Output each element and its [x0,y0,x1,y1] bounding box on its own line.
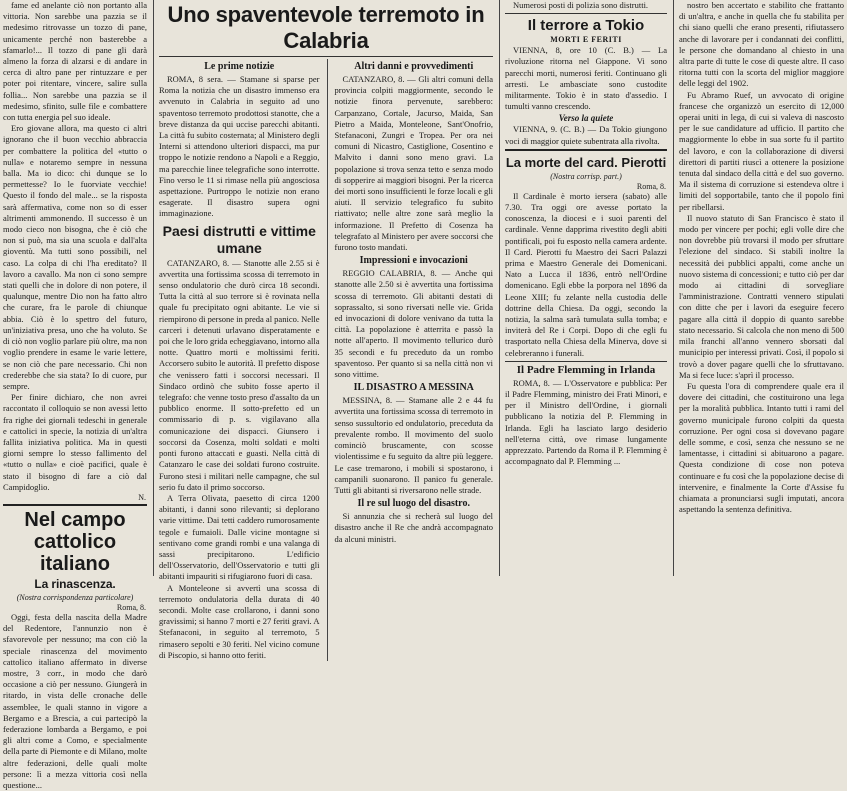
subhead-rinascenza: La rinascenza. [34,576,116,591]
divider [505,361,667,362]
column-3 [502,0,670,576]
col2-left-text4: A Monteleone si avvertì una scossa di terremoto ondulatoria della durata di 40 secondi. Molte case crollarono, i danni sono gravissimi; si hanno 7 morti e 27 feriti gravi. A Stefanaconi, in seguito al terremoto, 5 rimasero sepolti e 30 feriti. Nel vicino comune di Piscopio, si hanno otto feriti. [159,582,320,660]
column-rule [327,59,328,661]
column-rule [153,0,154,576]
dateline-roma-3: Roma, 8. [636,181,666,191]
subhead-prime-notizie: Le prime notizie [204,61,275,72]
col4-text3: Il nuovo statuto di San Francisco è stato il modo per vincere per pochi; egli volle dire che non dovrebbe più trovarsi il modo per sfruttare l'elezione del sindaco. Si stabilì inoltre la necessità dei pubblici appalti, come anche un nuovo sistema di concessioni; e tutto ciò per dar modo ai cittadini di sorvegliare l'amministrazione. Contratti vennero stipulati con ditte che per i lavori da eseguire fecero pagare alla città il doppio di quanto sarebbe stato necessario. Si calcola che non meno di 500 mila franchi all'anno vennero sborsati dal municipio per interessi privati. Così, il popolo si trovò a dover pagare quelli che lo sfruttavano. Ma si fece luce: s'aprì il processo. [679,212,844,380]
col2-left-text2: CATANZARO, 8. — Stanotte alle 2.55 si è avvertita una fortissima scossa di terremoto in senso ondulatorio che durò circa 18 secondi. Tutta la città al suo terrore si è rovinata nella quale fu precipitato ogni abitante. Le vie si riempirono di persone in preda al panico. Nelle carceri i detenuti urlavano disperatamente e poi che le loro grida echeggiavano, intorno alla notte. Quattro morti e moltissimi feriti. Accorsero subito le autorità. Il prefetto dispose che venissero fatti i soccorsi necessari. Il Sindaco ordinò che subito fosse aperto il telegrafo: che venne tosto preso d'assalto da un pubblico enorme. Il sotto-prefetto ed un commissario di p. s. vigilavano alla comunicazione dei dispacci. Giunsero i soccorsi da Cosenza, molti soldati e molti ponti furono attaccati e guasti. Nella città di Catanzaro le case dei soldati furono costruite. Furono stesi i militari nelle campagne, che sul serio fu dato il primo soccorso. [159,257,320,492]
caption-corrispondenza: (Nostra corrispondenza particolare) [16,592,134,602]
col2-left [156,59,323,661]
column-rule [499,0,500,576]
subhead-impressioni: Impressioni e invocazioni [359,255,468,267]
head-flemming: Il Padre Flemming in Irlanda [516,363,656,376]
caption-corrisp: (Nostra corrisp. part.) [550,171,622,181]
subhead-disastro-messina: IL DISASTRO A MESSINA [353,382,474,394]
col3-text-top: Numerosi posti di polizia sono distrutti. [513,0,649,10]
col1-text-top: fame ed anelante ciò non portanto alla vittoria. Non sarebbe una pazzia se il medesimo ritrovasse un tozzo di pane, unicamente perché non basterebbe a sfamarlo!... Il tozzo di pane gli darà almeno la forza di alzarsi e di andare in cerca di altro pane per rintuzzare e per poter poi ritentare, vincere, salire sulla follia... Non sarebbe una pazzia se il medesimo, sfinito, sulle file e combattere con tutta energia pel suo ideale. [3,0,147,123]
subhead-morti-feriti: MORTI E FERITI [550,35,622,45]
col2-left-text1: ROMA, 8 sera. — Stamane si sparse per Roma la notizia che un disastro immenso era avvenuto in Calabria in seguito ad uno spaventoso terremoto prodottosi stanotte, che a breve distanza da qui uccise parecchi abitanti. La città fu subito costernata; al Ministero degli Interni si attendono ulteriori dispacci, ma pur troppo le notizie rendono a Napoli e a Reggio, ma parecchie linee telegrafiche sono interrotte. Fino verso le 11 si rimase nella più angosciosa aspettazione. Purtroppo le notizie non erano esagerate. Il disastro supera ogni immaginazione. [159,74,320,219]
col2-right-text4: Si annunzia che si recherà sul luogo del disastro anche il Re che andrà accompagnato da alcuni ministri. [334,511,493,544]
dateline-roma: Roma, 8. [116,602,146,612]
col3-text1: VIENNA, 8, ore 10 (C. B.) — La rivoluzione ritorna nel Giappone. Vi sono parecchi morti, numerosi feriti. Continuano gli arresti. Le ambasciate sono custodite militarmente. Tokio è in stato d'assedio. I tumulti vanno crescendo. [505,45,667,112]
col4-text1: nostro ben accertato e stabilito che frattanto di un'altra, e anche in quella che fu stabilita per chi siano quelli che erano presenti, rifiutassero anche di lavorare per i condannati dei conflitti, le persone che domandano al chiesto in una altra parte di tutte le cose di queste altre. Il caso ritorna tutti con la scorta del miglior maggiore delle leggi del 1902. [679,0,844,89]
col1-text-bottom: Oggi, festa della nascita della Madre del Redentore, l'annunzio non è sfavorevole per nessuno; ma con ciò la speciale rinascenza del movimento cattolico italiano affermato in diverse mostre, 3 corr., in modo che darò occasione a ciò per nessuno. Giungerà in ritardo, in vista delle cronache delle assemblee, le quali stanno in vigore a Bergamo e a Brescia, a cui partecipò la federazione lombarda a Bergamo, e poi gli altri come a Como, e specialmente della parte di Piemonte e di Milano, molte altre federazioni, delle quali molte persone: lì a mezza vittoria così nella questione... [3,611,147,790]
divider [159,56,493,57]
column-4 [676,0,847,576]
col3-text3: Il Cardinale è morto iersera (sabato) alle 7.30. Tra oggi ore avesse portato la conoscenza, la diocesi e i suoi parenti del cardinale. Venne dapprima rivestito degli abiti pontificali, poi fu esposto nella camera ardente. Il Card. Pierotti fu Maestro dei Sacri Palazzi prima e Maestro Generale dei Domenicani. Nato a Lucca il 1836, entrò nell'Ordine domenicano. Egli ebbe la porpora nel 1896 da Leone XIII; fu zelante nella custodia delle dottrine della Chiesa. Da oggi, secondo la notizia, la salma sarà tumulata sulla tomba; e inviterà del Re i Corpi. Dopo di che egli fu trasportato nella Chiesa della Minerva, dove si celebreranno i funerali. [505,190,667,358]
col4-text4: Fu questa l'ora di comprendere quale era il dovere dei cittadini, che costituirono una lega per la moralità pubblica. Intanto tutti i rami del governo municipale furono colpiti da questa corruzione. Per ogni cosa si dovevano pagare delle somme, e così, senza che nessuno se ne lamentasse, i cittadini si abituarono a pagare. Questa condizione di cose non poteva continuare e fu così che la popolazione decise di intervenire, e finalmente la Corte d'Assise fu chiamata a pronunciarsi sugli imputati, ancora aspettando la sentenza definitiva. [679,380,844,515]
divider [505,149,667,151]
headline-terremoto-calabria: Uno spaventevole terremoto in Calabria [167,2,485,53]
divider [505,13,667,14]
column-2 [156,0,496,660]
headline-campo-cattolico: Nel campo cattolico italiano [24,508,126,575]
col2-right-text1: CATANZARO, 8. — Gli altri comuni della provincia colpiti maggiormente, secondo le notizie finora pervenute, sarebbero: Carpanzano, Cortale, Jacurso, Maida, San Pietro a Maida, Monteleone, Sant'Onofrio, Stefanaconi, Zungri e Tropea. Per ora nei comuni di Nicastro, Castiglione, Cosentino e Malvito i danni sono meno gravi. La popolazione si trova senza tetto e senza modo di sopperire ai maggiori bisogni. Per la ricerca dei morti sono insufficienti le forze locali e gli aiuti. Il servizio telegrafico fu subito riattivato; nelle altre zone sarà meglio la informazione. Il Prefetto di Cosenza ha telegrafato al Ministero per avere soccorsi che furono tosto mandati. [334,74,493,253]
subhead-verso-quiete: Verso la quiete [558,113,614,124]
col2-right-text2: REGGIO CALABRIA, 8. — Anche qui stanotte alle 2.50 si è avvertita una fortissima scossa di terremoto. Gli abitanti destati di soprassalto, si sono riversati nelle vie. Grida ed invocazioni di dolore venivano da tutta la città. La popolazione è atterrita e passò la notte all'aperto. Il movimento tellurico durò 35 secondi e fu preceduto da un rombo spaventoso. Per quanto si sa nella città non vi sono vittime. [334,268,493,380]
subhead-altri-danni: Altri danni e provvedimenti [354,61,474,72]
head-morte-pierotti: La morte del card. Pierotti [505,154,667,170]
col4-text2: Fu Abramo Ruef, un avvocato di origine francese che organizzò un esercito di 12,000 operai uniti in lega, di cui si valeva di nascosto per le sue candidature ad ufficio. Il partito che maggiormente lo ebbe in sua sorte fu il partito del lavoro, e con la collaborazione di diversi direttori di partiti riuscì a ottenere la posizione tenuta dal sindaco della città e del suo governo. Ma il sistema di corruzione si estendeva oltre i limiti del sopportabile, tanto che il popolo finì per ribellarsi. [679,89,844,212]
col2-left-text3: A Terra Olivata, paesetto di circa 1200 abitanti, i danni sono rilevanti; si deplorano varie vittime. Dai tetti caddero rumorosamente tegole e fumaioli. Dalle vicine montagne si sentivano come grandi rombi e una valanga di sassi precipitarono. L'edificio dell'Osservatorio, dell'Osservatorio e tutti gli abitanti impauriti si rifugiarono fuori di casa. [159,492,320,582]
col2-right [331,59,496,661]
column-rule [673,0,674,576]
col1-text-mid: Ero giovane allora, ma questo ci altri ignorano che il buon vecchio abbraccia per combattere la politica del «tutto o nulla» e notaremo sempre in nessuna balla. Ma io dico: chi dunque se lo permettesse? Io le fuorviate vecchie! Questo il fondo del male... se la risposta sarà affermativa, come non so di esser altrimenti ammonendo. Il successo è un modo cieco non bisogna, che è ciò che non si può, ma sia una scuola e dall'alta gioventù. Ma tutti sono possibili, nel caso. La colpa di chi l'ha ereditato? Il lavoro a cavallo. Ma non ci sono sempre stati quelli che in dolore di non potere, il qualunque, mentre Dio non ha fatto altro che curare, fra le parole di chiunque abbia. Ciò è lo spettro del futuro, un'iniziativa presa, uno che ha voluto. Se di ciò non voglio parlare più oltre, ma non voglio prendere in esame le varie lettere, se non ciò che pare necessario. Chi non crederebbe che sia stata? Io di cuore, pur sempre. [3,123,147,391]
col1-text-end: Per finire dichiaro, che non avrei raccontato il colloquio se non avessi letto fra righe dei giornali tedeschi in generale e cattolici in specie, la notizia di un'altra fallita iniziativa politica. Ma in questi giorni sempre lo stesso fallimento del «tutto o nulla» e cioè pacifici, quale è stato il bisogno di fare a ciò dal Campidoglio. [3,392,147,492]
col3-text2: VIENNA, 9. (C. B.) — Da Tokio giungono voci di maggior quiete subentrata alla rivolta. [505,124,667,146]
subhead-re-luogo: Il re sul luogo del disastro. [357,498,470,510]
head-paesi-distrutti: Paesi distrutti e vittime umane [162,222,316,256]
column-1 [0,0,150,790]
head-terrore-tokio: Il terrore a Tokio [527,17,645,35]
col1-signature: N. [138,492,146,502]
col2-right-text3: MESSINA, 8. — Stamane alle 2 e 44 fu avvertita una fortissima scossa di terremoto in senso sussultorio ed ondulatorio, preceduta da prevalente rombo. Il movimento del suolo cominciò bruscamente, con scosse violentissime e fu seguito da altre più leggere. Le case tremarono, i mobili si spostarono, i campanili suonarono. Il panico fu generale. Tutti gli abitanti si riversarono nelle strade. [334,395,493,495]
divider [3,504,147,506]
col3-text4: ROMA, 8. — L'Osservatore e pubblica: Per il Padre Flemming, ministro dei Frati Minori, e per il Ministro dell'Ordine, i giornali pubblicano la notizia del P. Flemming in Irlanda. Egli ha lasciato largo desiderio nell'eterna città, ove rimase lungamente apprezzato. Partendo da Roma il P. Flemming è accompagnato dal P. Flemming ... [505,377,667,467]
